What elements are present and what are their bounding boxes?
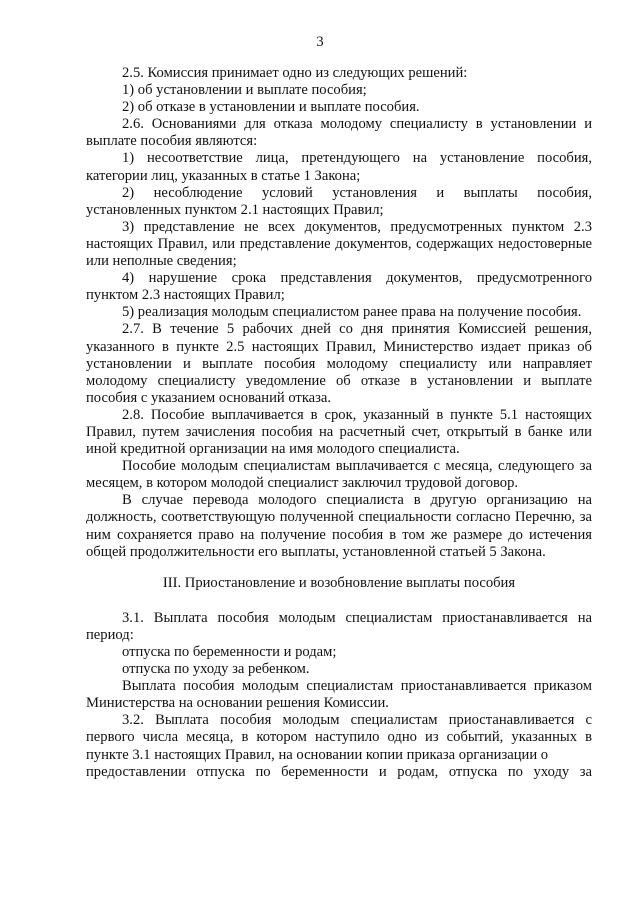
list-item-refusal-4: 4) нарушение срока представления документов, предусмотренного пунктом 2.3 настоящих Правил; bbox=[86, 270, 592, 304]
list-item-decision-1: 1) об установлении и выплате пособия; bbox=[122, 82, 367, 99]
paragraph-payment-start: Пособие молодым специалистам выплачивается с месяца, следующего за месяцем, в котором молодой специалист заключил трудовой договор. bbox=[86, 458, 592, 492]
paragraph-3-1: 3.1. Выплата пособия молодым специалистам приостанавливается на период: bbox=[86, 609, 592, 643]
paragraph-2-6: 2.6. Основаниями для отказа молодому специалисту в установлении и выплате пособия являются: bbox=[86, 116, 592, 150]
paragraph-3-2-continued: предоставлении отпуска по беременности и родам, отпуска по уходу за bbox=[86, 763, 592, 780]
list-item-suspension-1: отпуска по беременности и родам; bbox=[122, 644, 337, 660]
paragraph-3-2: 3.2. Выплата пособия молодым специалистам приостанавливается с первого числа месяца, в котором наступило одно из событий, указанных в пункте 3.1 настоящих Правил, на основании копии приказа организации о bbox=[86, 712, 592, 763]
paragraph-transfer: В случае перевода молодого специалиста в другую организацию на должность, соответствующую полученной специальности согласно Перечню, за ним сохраняется право на получение пособия в том же размере до истечения общей продолжительности его выплаты, установленной статьей 5 Закона. bbox=[86, 492, 592, 560]
paragraph-suspension-order: Выплата пособия молодым специалистам приостанавливается приказом Министерства на основании решения Комиссии. bbox=[86, 678, 592, 712]
list-item-refusal-2: 2) несоблюдение условий установления и выплаты пособия, установленных пунктом 2.1 настоящих Правил; bbox=[86, 184, 592, 218]
list-item-refusal-1: 1) несоответствие лица, претендующего на установление пособия, категории лиц, указанных в статье 1 Закона; bbox=[86, 150, 592, 184]
list-item-refusal-3: 3) представление не всех документов, предусмотренных пунктом 2.3 настоящих Правил, или представление документов, содержащих недостоверные или неполные сведения; bbox=[86, 218, 592, 270]
section-heading-iii: III. Приостановление и возобновление выплаты пособия bbox=[162, 574, 516, 591]
document-body bbox=[86, 65, 592, 781]
paragraph-2-5: 2.5. Комиссия принимает одно из следующих решений: bbox=[122, 65, 468, 81]
list-item-decision-2: 2) об отказе в установлении и выплате пособия. bbox=[122, 99, 420, 116]
list-item-suspension-2: отпуска по уходу за ребенком. bbox=[122, 661, 310, 678]
page-number: 3 bbox=[316, 34, 324, 50]
paragraph-2-7: 2.7. В течение 5 рабочих дней со дня принятия Комиссией решения, указанного в пункте 2.5 настоящих Правил, Министерство издает приказ об установлении и выплате пособия молодому специалисту или направляет молодому специалисту уведомление об отказе в установлении и выплате пособия с указанием оснований отказа. bbox=[86, 321, 592, 406]
list-item-refusal-5: 5) реализация молодым специалистом ранее права на получение пособия. bbox=[122, 304, 582, 321]
paragraph-2-8: 2.8. Пособие выплачивается в срок, указанный в пункте 5.1 настоящих Правил, путем зачисления пособия на расчетный счет, открытый в банке или иной кредитной организации на имя молодого специалиста. bbox=[86, 406, 592, 458]
